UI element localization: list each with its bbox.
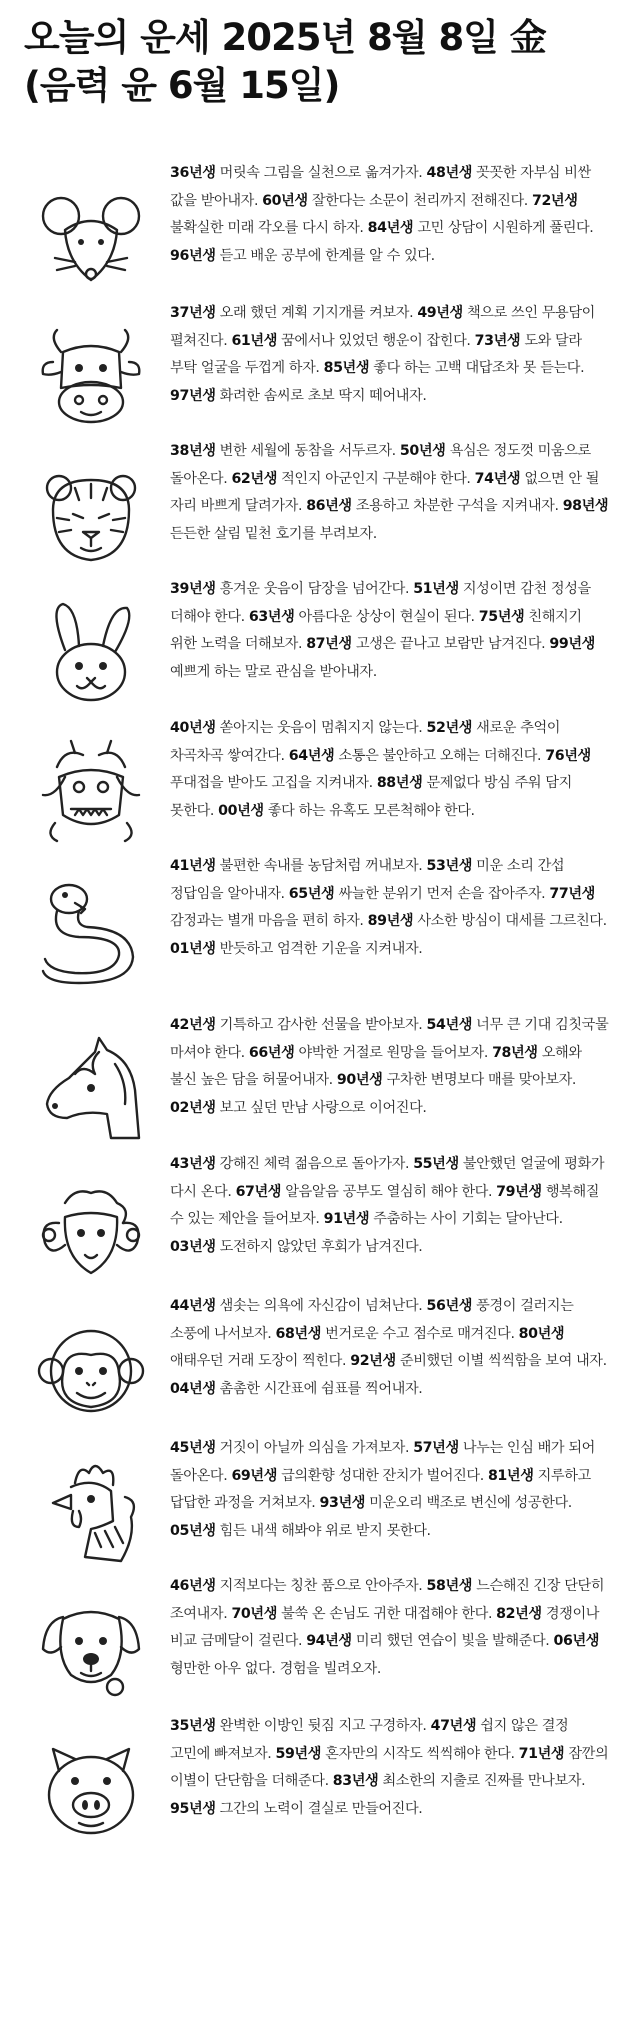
birth-year: 57년생 — [413, 1440, 459, 1456]
birth-year: 49년생 — [417, 305, 463, 321]
birth-year: 90년생 — [336, 1072, 383, 1088]
birth-year: 94년생 — [306, 1633, 352, 1649]
birth-year: 70년생 — [231, 1605, 278, 1622]
fortune-text: 머릿속 그림을 실천으로 옮겨가자. — [215, 165, 427, 181]
birth-year: 01년생 — [170, 940, 216, 957]
birth-year: 73년생 — [474, 332, 521, 349]
fortune-text: 흥겨운 웃음이 담장을 넘어간다. — [215, 581, 414, 597]
fortune-text: 그간의 노력이 결실로 만들어진다. — [215, 1800, 423, 1817]
fortune-text: 도와 달라 부탁 얼굴을 두껍게 하자. — [170, 332, 582, 376]
birth-year: 51년생 — [413, 581, 459, 597]
fortune-text: 고생은 끝나고 보람만 남겨진다. — [351, 636, 550, 652]
horoscope-text — [170, 438, 610, 548]
fortune-text: 새로운 추억이 차곡차곡 쌓여간다. — [170, 720, 561, 764]
fortune-text: 풍경이 걸러지는 소풍에 나서보자. — [170, 1298, 574, 1342]
birth-year: 66년생 — [248, 1044, 295, 1061]
birth-year: 40년생 — [170, 720, 216, 736]
fortune-text: 힘든 내색 해봐야 위로 받지 못한다. — [215, 1522, 431, 1539]
birth-year: 65년생 — [288, 885, 335, 902]
birth-year: 67년생 — [235, 1183, 282, 1200]
fortune-text: 오래 했던 계획 기지개를 켜보자. — [215, 305, 418, 321]
birth-year: 83년생 — [332, 1773, 379, 1789]
fortune-text: 조용하고 차분한 구석을 지켜내자. — [351, 498, 563, 514]
birth-year: 89년생 — [367, 913, 414, 929]
birth-year: 86년생 — [306, 498, 352, 514]
horse-icon — [35, 1034, 147, 1146]
horoscope-text — [170, 715, 610, 825]
fortune-text: 불편한 속내를 농담처럼 꺼내보자. — [215, 858, 427, 874]
fortune-text: 아름다운 상상이 현실이 된다. — [294, 608, 479, 625]
birth-year: 71년생 — [518, 1745, 565, 1762]
fortune-text: 싸늘한 분위기 먼저 손을 잡아주자. — [334, 885, 550, 902]
birth-year: 75년생 — [478, 608, 525, 625]
rooster-icon — [35, 1457, 147, 1569]
birth-year: 53년생 — [426, 858, 473, 874]
sheep-icon — [35, 1173, 147, 1285]
fortune-text: 경쟁이나 비교 금메달이 걸린다. — [170, 1605, 600, 1649]
fortune-text: 든든한 살림 밑천 호기를 부려보자. — [170, 525, 377, 542]
horoscope-text — [170, 1012, 610, 1122]
birth-year: 97년생 — [170, 387, 216, 404]
birth-year: 74년생 — [474, 470, 521, 487]
fortune-text: 미리 했던 연습이 빛을 발해준다. — [351, 1633, 554, 1649]
birth-year: 88년생 — [376, 775, 423, 791]
horoscope-text — [170, 300, 610, 410]
fortune-text: 알음알음 공부도 열심히 해야 한다. — [281, 1183, 497, 1200]
fortune-text: 없으면 안 될 자리 바쁘게 달려가자. — [170, 470, 600, 514]
birth-year: 62년생 — [231, 470, 278, 487]
horoscope-text — [170, 1713, 610, 1823]
horoscope-text — [170, 576, 610, 686]
fortune-text: 야박한 거절로 원망을 들어보자. — [294, 1044, 493, 1061]
fortune-text: 좋다 하는 고백 대답조차 못 듣는다. — [369, 360, 585, 376]
fortune-text: 강해진 체력 젊음으로 돌아가자. — [215, 1156, 414, 1172]
header — [0, 0, 640, 110]
birth-year: 38년생 — [170, 443, 216, 459]
birth-year: 98년생 — [562, 498, 609, 514]
fortune-text: 문제없다 방심 주워 담지 못한다. — [170, 775, 572, 819]
fortune-text: 쏟아지는 웃음이 멈춰지지 않는다. — [215, 720, 427, 736]
fortune-text: 화려한 솜씨로 초보 딱지 떼어내자. — [215, 387, 427, 404]
fortune-text: 행복해질 수 있는 제안을 들어보자. — [170, 1183, 600, 1227]
fortune-text: 예쁘게 하는 말로 관심을 받아내자. — [170, 663, 377, 680]
birth-year: 05년생 — [170, 1522, 216, 1539]
fortune-text: 지적보다는 칭찬 품으로 안아주자. — [215, 1578, 427, 1594]
birth-year: 61년생 — [231, 332, 278, 349]
birth-year: 93년생 — [319, 1495, 366, 1511]
birth-year: 41년생 — [170, 858, 216, 874]
fortune-text: 최소한의 지출로 진짜를 만나보자. — [378, 1773, 586, 1789]
fortune-text: 도전하지 않았던 후회가 남겨진다. — [215, 1238, 423, 1255]
rat-icon — [35, 182, 147, 294]
birth-year: 47년생 — [430, 1718, 477, 1734]
birth-year: 72년생 — [531, 192, 578, 209]
lunar-date: (음력 윤 6월 15일) — [24, 64, 340, 107]
fortune-text: 불안했던 얼굴에 평화가 다시 온다. — [170, 1156, 605, 1200]
birth-year: 78년생 — [492, 1044, 538, 1061]
fortune-text: 적인지 아군인지 구분해야 한다. — [277, 470, 475, 487]
birth-year: 50년생 — [399, 443, 446, 459]
birth-year: 91년생 — [323, 1211, 370, 1227]
birth-year: 96년생 — [170, 247, 216, 264]
birth-year: 45년생 — [170, 1440, 216, 1456]
fortune-text: 거짓이 아닐까 의심을 가져보자. — [215, 1440, 414, 1456]
horoscope-text — [170, 160, 610, 270]
ox-icon — [35, 322, 147, 434]
fortune-text: 보고 싶던 만남 사랑으로 이어진다. — [215, 1099, 427, 1116]
birth-year: 39년생 — [170, 581, 216, 597]
fortune-text: 미운오리 백조로 변신에 성공한다. — [365, 1495, 572, 1511]
rabbit-icon — [35, 598, 147, 710]
birth-year: 37년생 — [170, 305, 216, 321]
birth-year: 77년생 — [549, 885, 595, 902]
fortune-text: 잠깐의 이별이 단단함을 더해준다. — [170, 1745, 609, 1789]
fortune-text: 혼자만의 시작도 씩씩해야 한다. — [321, 1745, 519, 1762]
birth-year: 87년생 — [306, 636, 352, 652]
fortune-text: 애태우던 거래 도장이 찍힌다. — [170, 1353, 351, 1369]
pig-icon — [35, 1735, 147, 1847]
fortune-text: 욕심은 정도껏 미움으로 돌아온다. — [170, 443, 591, 487]
fortune-text: 반듯하고 엄격한 기운을 지켜내자. — [215, 940, 423, 957]
fortune-text: 고민 상담이 시원하게 풀린다. — [413, 220, 594, 236]
fortune-text: 책으로 쓰인 무용담이 펼쳐진다. — [170, 305, 595, 349]
birth-year: 00년생 — [218, 802, 264, 819]
fortune-text: 구차한 변명보다 매를 맞아보자. — [382, 1072, 577, 1088]
fortune-text: 느슨해진 긴장 단단히 조여내자. — [170, 1578, 605, 1622]
birth-year: 48년생 — [426, 165, 473, 181]
fortune-text: 불쑥 온 손님도 귀한 대접해야 한다. — [277, 1605, 497, 1622]
birth-year: 63년생 — [248, 608, 295, 625]
fortune-text: 너무 큰 기대 김칫국물 마셔야 한다. — [170, 1017, 609, 1061]
fortune-text: 푸대접을 받아도 고집을 지켜내자. — [170, 775, 377, 791]
birth-year: 58년생 — [426, 1578, 473, 1594]
fortune-text: 오해와 불신 높은 담을 허물어내자. — [170, 1044, 582, 1088]
birth-year: 46년생 — [170, 1578, 216, 1594]
birth-year: 54년생 — [426, 1017, 473, 1033]
horoscope-text — [170, 1293, 610, 1403]
fortune-text: 지성이면 감천 정성을 더해야 한다. — [170, 581, 591, 625]
fortune-text: 급의환향 성대한 잔치가 벌어진다. — [277, 1467, 488, 1484]
fortune-text: 꿈에서나 있었던 행운이 잡힌다. — [277, 332, 475, 349]
birth-year: 06년생 — [553, 1633, 600, 1649]
birth-year: 99년생 — [549, 636, 595, 652]
birth-year: 56년생 — [426, 1298, 473, 1314]
birth-year: 02년생 — [170, 1099, 216, 1116]
fortune-text: 좋다 하는 유혹도 모른척해야 한다. — [263, 802, 475, 819]
fortune-text: 촘촘한 시간표에 쉼표를 찍어내자. — [215, 1380, 423, 1397]
horoscope-text — [170, 1435, 610, 1545]
horoscope-text — [170, 1573, 610, 1683]
birth-year: 60년생 — [262, 192, 308, 209]
birth-year: 81년생 — [487, 1467, 534, 1484]
fortune-text: 사소한 방심이 대세를 그르친다. — [413, 913, 607, 929]
fortune-text: 쉽지 않은 결정 고민에 빠져보자. — [170, 1718, 569, 1762]
birth-year: 92년생 — [350, 1353, 396, 1369]
birth-year: 69년생 — [231, 1467, 278, 1484]
snake-icon — [35, 875, 147, 987]
fortune-text: 꼿꼿한 자부심 비싼 값을 받아내자. — [170, 165, 591, 209]
birth-year: 84년생 — [367, 220, 414, 236]
birth-year: 85년생 — [323, 360, 370, 376]
fortune-text: 지루하고 답답한 과정을 거쳐보자. — [170, 1467, 591, 1511]
fortune-text: 준비했던 이별 씩씩함을 보여 내자. — [395, 1353, 607, 1369]
birth-year: 80년생 — [518, 1325, 565, 1342]
birth-year: 42년생 — [170, 1017, 216, 1033]
fortune-text: 샘솟는 의욕에 자신감이 넘쳐난다. — [215, 1298, 427, 1314]
birth-year: 43년생 — [170, 1156, 216, 1172]
fortune-text: 기특하고 감사한 선물을 받아보자. — [215, 1017, 427, 1033]
fortune-text: 나누는 인심 배가 되어 돌아온다. — [170, 1440, 595, 1484]
dog-icon — [35, 1595, 147, 1707]
tiger-icon — [35, 460, 147, 572]
fortune-text: 번거로운 수고 점수로 매겨진다. — [321, 1325, 519, 1342]
fortune-text: 완벽한 이방인 뒷짐 지고 구경하자. — [215, 1718, 431, 1734]
birth-year: 95년생 — [170, 1800, 216, 1817]
horoscope-text — [170, 1151, 610, 1261]
page-title: 오늘의 운세 2025년 8월 8일 金 — [24, 16, 546, 59]
fortune-text: 형만한 아우 없다. 경험을 빌려오자. — [170, 1660, 381, 1677]
dragon-icon — [35, 737, 147, 849]
fortune-text: 불확실한 미래 각오를 다시 하자. — [170, 220, 368, 236]
birth-year: 59년생 — [275, 1745, 322, 1762]
birth-year: 79년생 — [496, 1183, 542, 1200]
birth-year: 82년생 — [496, 1605, 542, 1622]
birth-year: 64년생 — [288, 747, 335, 764]
birth-year: 52년생 — [426, 720, 473, 736]
birth-year: 68년생 — [275, 1325, 322, 1342]
fortune-text: 듣고 배운 공부에 한계를 알 수 있다. — [215, 247, 435, 264]
birth-year: 35년생 — [170, 1718, 216, 1734]
fortune-text: 소통은 불안하고 오해는 더해진다. — [334, 747, 546, 764]
monkey-icon — [35, 1315, 147, 1427]
fortune-text: 미운 소리 간섭 정답임을 알아내자. — [170, 858, 565, 902]
fortune-text: 변한 세월에 동참을 서두르자. — [215, 443, 400, 459]
birth-year: 44년생 — [170, 1298, 216, 1314]
birth-year: 36년생 — [170, 165, 216, 181]
fortune-text: 잘한다는 소문이 천리까지 전해진다. — [307, 192, 532, 209]
fortune-text: 친해지기 위한 노력을 더해보자. — [170, 608, 582, 652]
birth-year: 03년생 — [170, 1238, 216, 1255]
fortune-text: 주춤하는 사이 기회는 달아난다. — [369, 1211, 563, 1227]
fortune-text: 감정과는 별개 마음을 편히 하자. — [170, 913, 368, 929]
birth-year: 04년생 — [170, 1380, 216, 1397]
birth-year: 76년생 — [545, 747, 591, 764]
birth-year: 55년생 — [413, 1156, 459, 1172]
horoscope-text — [170, 853, 610, 963]
